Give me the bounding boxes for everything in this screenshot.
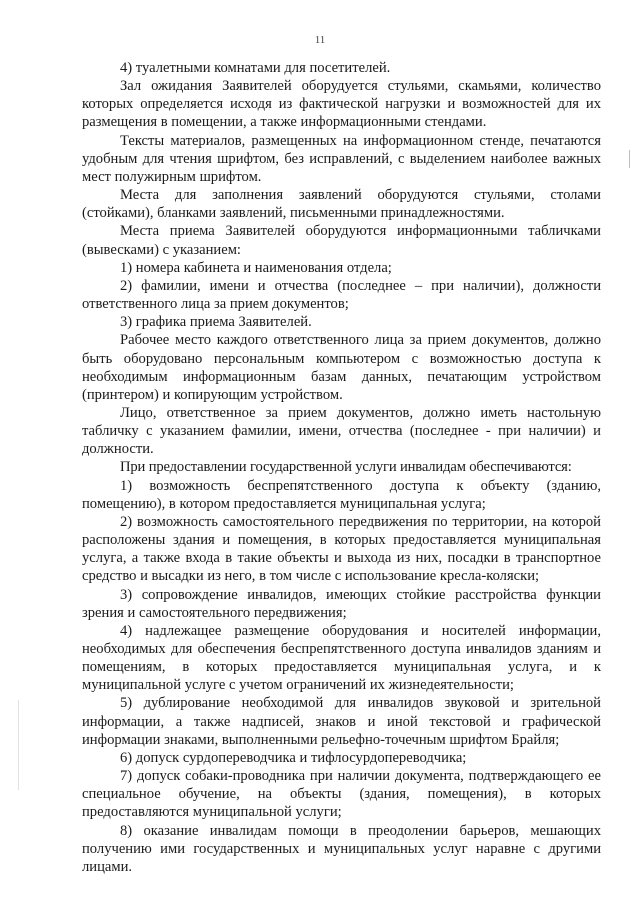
list-item: 1) номера кабинета и наименования отдела;: [120, 259, 392, 276]
list-item: 3) графика приема Заявителей.: [120, 314, 312, 331]
list-item: 3) сопровождение инвалидов, имеющих стойкие расстройства функции зрения и самостоятельного передвижения;: [82, 586, 601, 621]
list-item: 1) возможность беспрепятственного доступа к объекту (зданию, помещению), в котором предоставляется муниципальная услуга;: [82, 477, 601, 512]
paragraph: Места для заполнения заявлений оборудуются стульями, столами (стойками), бланками заявлений, письменными принадлежностями.: [82, 187, 601, 222]
list-item: 4) надлежащее размещение оборудования и носителей информации, необходимых для обеспечения беспрепятственного доступа инвалидов зданиям и помещениям, в которых предоставляется муниципальная услуга, и к муниципальной услуге с учетом ограничений их жизнедеятельности;: [82, 622, 601, 694]
list-item: 2) возможность самостоятельного передвижения по территории, на которой расположены здания и помещения, в которых предоставляется муниципальная услуга, а также входа в такие объекты и выхода из них, посадки в транспортное средство и высадки из него, в том числе с использование кресла-коляски;: [82, 513, 601, 585]
paragraph: Зал ожидания Заявителей оборудуется стульями, скамьями, количество которых определяется исходя из фактической нагрузки и возможностей для их размещения в помещении, а также информационными стендами.: [82, 78, 601, 131]
document-body: [82, 59, 601, 876]
paragraph: 4) туалетными комнатами для посетителей.: [120, 60, 391, 76]
paragraph: Рабочее место каждого ответственного лица за прием документов, должно быть оборудовано персональным компьютером с возможностью доступа к необходимым информационным базам данных, печатающим устройством (принтером) и копирующим устройством.: [82, 332, 601, 403]
paragraph: Тексты материалов, размещенных на информационном стенде, печатаются удобным для чтения шрифтом, без исправлений, с выделением наиболее важных мест полужирным шрифтом.: [82, 132, 601, 185]
paragraph: Места приема Заявителей оборудуются информационными табличками (вывесками) с указанием:: [82, 223, 601, 258]
list-item: 6) допуск сурдопереводчика и тифлосурдопереводчика;: [120, 749, 467, 766]
list-item: 5) дублирование необходимой для инвалидов звуковой и зрительной информации, а также надписей, знаков и иной текстовой и графической информации знаками, выполненными рельефно-точечным шрифтом Брайля;: [82, 695, 601, 748]
scan-edge-mark: [629, 150, 630, 168]
paragraph: Лицо, ответственное за прием документов, должно иметь настольную табличку с указанием фамилии, имени, отчества (последнее - при наличии) и должности.: [82, 404, 601, 458]
paragraph: При предоставлении государственной услуги инвалидам обеспечиваются:: [120, 459, 572, 476]
list-item: 2) фамилии, имени и отчества (последнее – при наличии), должности ответственного лица за прием документов;: [82, 277, 601, 313]
list-item: 7) допуск собаки-проводника при наличии документа, подтверждающего ее специальное обучение, на объекты (здания, помещения), в которых предоставляются муниципальной услуги;: [82, 768, 601, 821]
scan-edge-mark: [18, 700, 19, 790]
list-item: 8) оказание инвалидам помощи в преодолении барьеров, мешающих получению ими государственных и муниципальных услуг наравне с другими лицами.: [82, 822, 601, 875]
page-number: 11: [314, 34, 326, 46]
